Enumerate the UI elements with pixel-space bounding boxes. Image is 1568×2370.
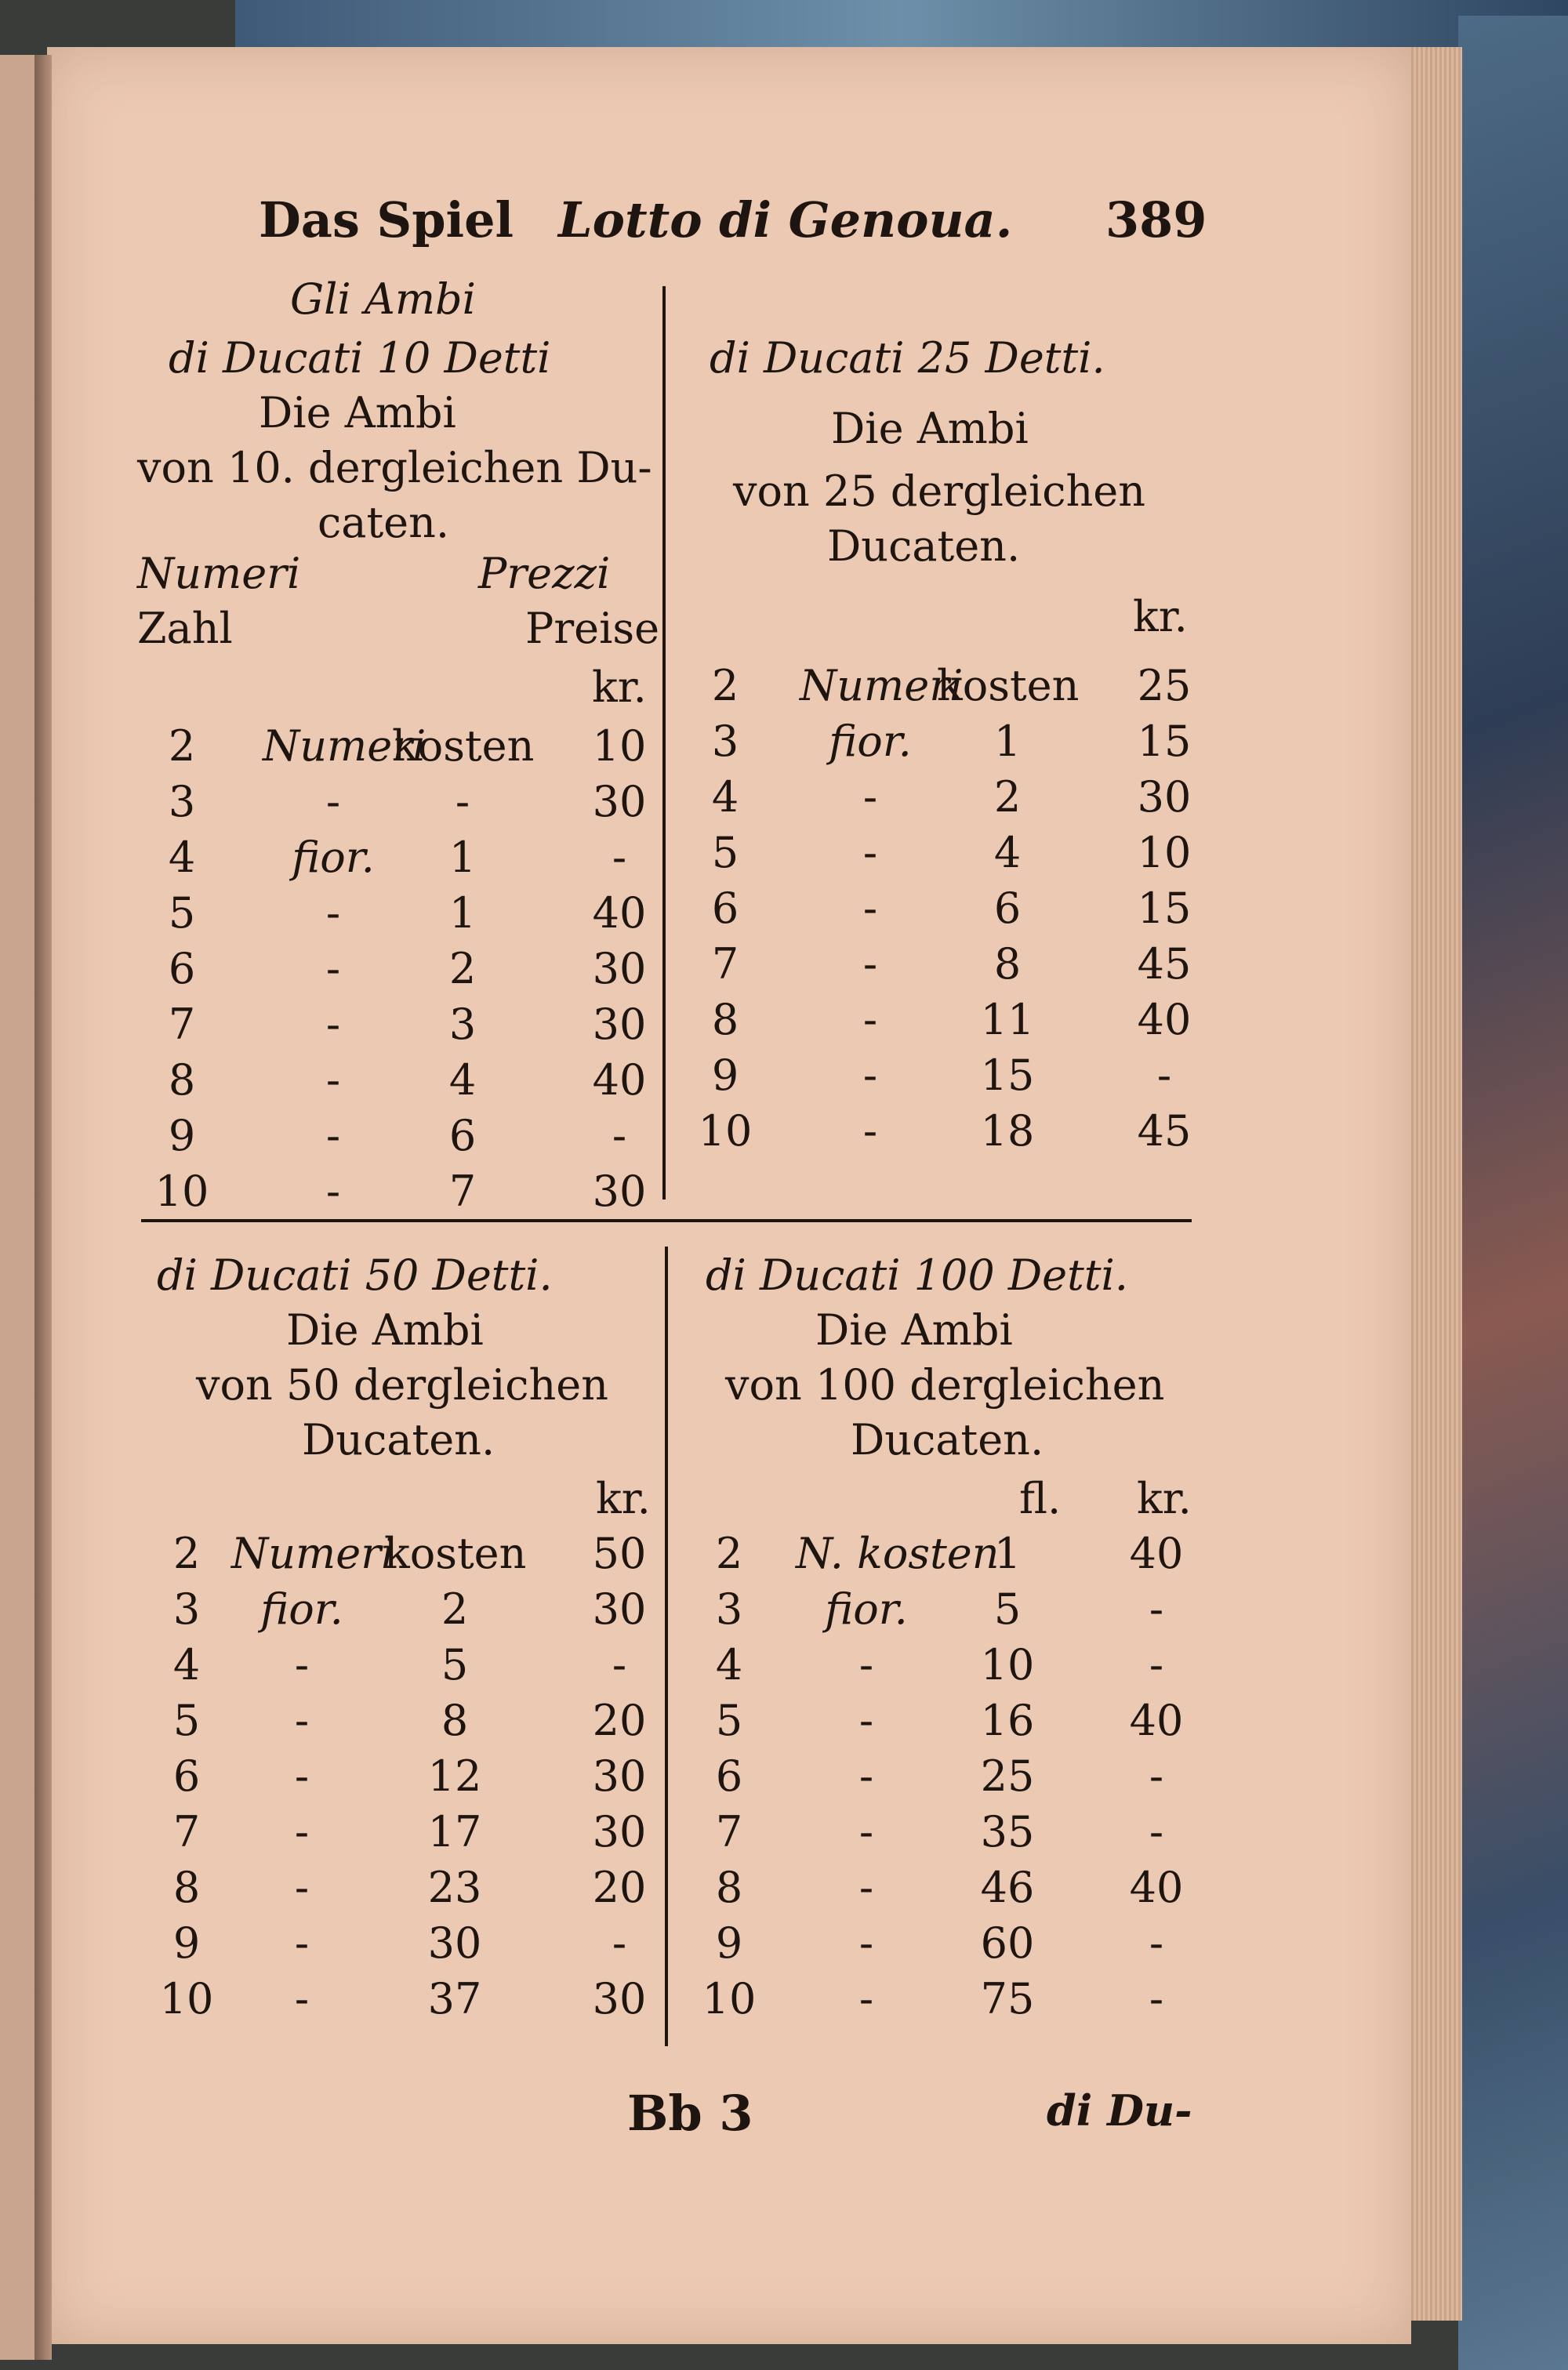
- panel4-cell-r3-c3: 40: [1129, 1696, 1184, 1745]
- panel4-cell-r4-c3: -: [1149, 1751, 1164, 1801]
- panel1-cell-r1-c2: -: [455, 777, 470, 826]
- panel3-cell-r1-c3: 30: [592, 1584, 647, 1634]
- panel3-cell-r6-c3: 20: [592, 1863, 647, 1912]
- panel3-cell-r6-c2: 23: [427, 1863, 482, 1912]
- panel2-cell-r3-c3: 10: [1137, 828, 1192, 877]
- running-title-b: Lotto di Genoua.: [558, 191, 1013, 249]
- panel1-cell-r5-c2: 3: [448, 1000, 477, 1049]
- p4-von: von 100 dergleichen: [725, 1360, 1165, 1410]
- panel4-cell-r6-c3: 40: [1129, 1863, 1184, 1912]
- panel4-cell-r5-c1: -: [858, 1807, 874, 1856]
- panel3-cell-r8-c0: 10: [159, 1974, 214, 2023]
- panel1-cell-r1-c1: -: [325, 777, 341, 826]
- p2-von: von 25 dergleichen: [733, 466, 1145, 516]
- panel1-cell-r5-c3: 30: [592, 1000, 647, 1049]
- panel2-cell-r3-c1: -: [862, 828, 878, 877]
- panel2-cell-r5-c1: -: [862, 939, 878, 989]
- panel4-cell-r0-c0: 2: [715, 1529, 743, 1578]
- panel1-cell-r4-c3: 30: [592, 944, 647, 993]
- p2-unit: kr.: [1133, 592, 1188, 641]
- panel4-cell-r5-c2: 35: [980, 1807, 1035, 1856]
- panel4-cell-r2-c2: 10: [980, 1640, 1035, 1689]
- page-number: 389: [1105, 191, 1207, 249]
- panel4-cell-r5-c0: 7: [715, 1807, 743, 1856]
- p1-col-preise: Preise: [525, 604, 660, 653]
- p1-von: von 10. dergleichen Du-: [137, 443, 652, 492]
- panel2-cell-r6-c2: 11: [980, 995, 1035, 1044]
- p1-caten: caten.: [318, 498, 450, 547]
- panel2-cell-r0-c0: 2: [711, 661, 739, 710]
- panel2-cell-r7-c3: -: [1156, 1051, 1172, 1100]
- panel3-cell-r3-c3: 20: [592, 1696, 647, 1745]
- gutter: [34, 55, 52, 2360]
- panel1-cell-r6-c1: -: [325, 1055, 341, 1105]
- p1-ducati: di Ducati 10 Detti: [169, 333, 551, 383]
- panel3-cell-r5-c1: -: [294, 1807, 310, 1856]
- panel4-cell-r7-c0: 9: [715, 1918, 743, 1968]
- panel2-cell-r4-c0: 6: [711, 884, 739, 933]
- panel3-cell-r8-c2: 37: [427, 1974, 482, 2023]
- panel3-cell-r0-c2: kosten: [384, 1529, 527, 1578]
- panel4-cell-r3-c1: -: [858, 1696, 874, 1745]
- panel4-cell-r4-c1: -: [858, 1751, 874, 1801]
- p1-die-ambi: Die Ambi: [259, 388, 456, 437]
- panel1-cell-r7-c0: 9: [168, 1111, 196, 1160]
- panel3-cell-r1-c2: 2: [441, 1584, 469, 1634]
- p4-unit-kr: kr.: [1137, 1474, 1192, 1523]
- panel2-cell-r3-c2: 4: [993, 828, 1022, 877]
- p3-ducaten: Ducaten.: [302, 1415, 495, 1464]
- panel4-cell-r1-c1: fior.: [825, 1584, 908, 1634]
- panel2-cell-r1-c1: fior.: [829, 717, 912, 766]
- panel1-cell-r7-c2: 6: [448, 1111, 477, 1160]
- panel3-cell-r7-c2: 30: [427, 1918, 482, 1968]
- panel2-cell-r2-c0: 4: [711, 772, 739, 822]
- panel1-cell-r7-c1: -: [325, 1111, 341, 1160]
- panel2-cell-r7-c2: 15: [980, 1051, 1035, 1100]
- panel4-cell-r3-c2: 16: [980, 1696, 1035, 1745]
- panel4-cell-r8-c3: -: [1149, 1974, 1164, 2023]
- signature-mark: Bb 3: [627, 2085, 753, 2142]
- panel3-cell-r0-c0: 2: [172, 1529, 201, 1578]
- panel2-cell-r8-c2: 18: [980, 1106, 1035, 1156]
- panel1-cell-r4-c2: 2: [448, 944, 477, 993]
- panel2-cell-r6-c0: 8: [711, 995, 739, 1044]
- panel4-cell-r0-c3: 40: [1129, 1529, 1184, 1578]
- panel3-cell-r3-c1: -: [294, 1696, 310, 1745]
- panel2-cell-r7-c0: 9: [711, 1051, 739, 1100]
- panel3-cell-r1-c0: 3: [172, 1584, 201, 1634]
- panel2-cell-r4-c3: 15: [1137, 884, 1192, 933]
- panel4-cell-r6-c1: -: [858, 1863, 874, 1912]
- panel1-cell-r4-c1: -: [325, 944, 341, 993]
- panel4-cell-r8-c0: 10: [702, 1974, 757, 2023]
- panel3-cell-r0-c1: Numeri: [231, 1529, 395, 1578]
- p2-ducaten: Ducaten.: [827, 521, 1021, 571]
- panel4-cell-r4-c0: 6: [715, 1751, 743, 1801]
- panel1-cell-r2-c1: fior.: [292, 833, 375, 882]
- panel4-cell-r7-c2: 60: [980, 1918, 1035, 1968]
- panel2-cell-r6-c1: -: [862, 995, 878, 1044]
- p3-ducati: di Ducati 50 Detti.: [157, 1250, 553, 1300]
- panel4-cell-r5-c3: -: [1149, 1807, 1164, 1856]
- panel2-cell-r0-c1: Numeri: [800, 661, 964, 710]
- p4-die-ambi: Die Ambi: [815, 1305, 1013, 1355]
- panel2-cell-r5-c0: 7: [711, 939, 739, 989]
- running-title-a: Das Spiel: [259, 191, 514, 249]
- panel4-cell-r7-c3: -: [1149, 1918, 1164, 1968]
- panel2-cell-r4-c2: 6: [993, 884, 1022, 933]
- panel4-cell-r7-c1: -: [858, 1918, 874, 1968]
- panel1-cell-r0-c3: 10: [592, 721, 647, 771]
- panel4-cell-r0-c1: N. kosten: [796, 1529, 1000, 1578]
- panel4-cell-r6-c0: 8: [715, 1863, 743, 1912]
- panel2-cell-r4-c1: -: [862, 884, 878, 933]
- panel1-cell-r2-c3: -: [612, 833, 627, 882]
- panel3-cell-r5-c3: 30: [592, 1807, 647, 1856]
- p1-unit: kr.: [592, 662, 647, 712]
- panel4-cell-r2-c1: -: [858, 1640, 874, 1689]
- panel4-cell-r8-c1: -: [858, 1974, 874, 2023]
- panel4-cell-r1-c0: 3: [715, 1584, 743, 1634]
- p2-ducati: di Ducati 25 Detti.: [710, 333, 1105, 383]
- panel1-cell-r6-c3: 40: [592, 1055, 647, 1105]
- panel1-cell-r1-c0: 3: [168, 777, 196, 826]
- panel2-cell-r2-c2: 2: [993, 772, 1022, 822]
- panel3-cell-r2-c2: 5: [441, 1640, 469, 1689]
- panel1-cell-r2-c0: 4: [168, 833, 196, 882]
- panel1-cell-r3-c1: -: [325, 888, 341, 938]
- panel4-cell-r0-c2: 1: [993, 1529, 1022, 1578]
- book-cover: [1458, 16, 1568, 2370]
- panel3-cell-r8-c3: 30: [592, 1974, 647, 2023]
- p1-col-prezzi: Prezzi: [478, 549, 611, 598]
- panel4-cell-r3-c0: 5: [715, 1696, 743, 1745]
- panel2-cell-r1-c3: 15: [1137, 717, 1192, 766]
- p3-von: von 50 dergleichen: [196, 1360, 608, 1410]
- panel3-cell-r4-c1: -: [294, 1751, 310, 1801]
- panel2-cell-r8-c1: -: [862, 1106, 878, 1156]
- panel3-cell-r7-c1: -: [294, 1918, 310, 1968]
- panel3-cell-r7-c3: -: [612, 1918, 627, 1968]
- panel1-cell-r0-c2: kosten: [392, 721, 535, 771]
- panel1-cell-r5-c1: -: [325, 1000, 341, 1049]
- panel1-cell-r6-c2: 4: [448, 1055, 477, 1105]
- panel2-cell-r6-c3: 40: [1137, 995, 1192, 1044]
- panel4-cell-r8-c2: 75: [980, 1974, 1035, 2023]
- panel3-cell-r8-c1: -: [294, 1974, 310, 2023]
- horizontal-rule: [141, 1219, 1192, 1222]
- panel2-cell-r5-c3: 45: [1137, 939, 1192, 989]
- p4-ducaten: Ducaten.: [851, 1415, 1044, 1464]
- panel3-cell-r2-c1: -: [294, 1640, 310, 1689]
- panel3-cell-r4-c3: 30: [592, 1751, 647, 1801]
- panel4-cell-r1-c3: -: [1149, 1584, 1164, 1634]
- p1-col-numeri: Numeri: [137, 549, 301, 598]
- p4-ducati: di Ducati 100 Detti.: [706, 1250, 1128, 1300]
- panel1-cell-r8-c3: 30: [592, 1167, 647, 1216]
- p4-unit-fl: fl.: [1019, 1474, 1062, 1523]
- panel2-cell-r7-c1: -: [862, 1051, 878, 1100]
- panel3-cell-r5-c2: 17: [427, 1807, 482, 1856]
- panel3-cell-r2-c3: -: [612, 1640, 627, 1689]
- panel3-cell-r4-c2: 12: [427, 1751, 482, 1801]
- panel1-cell-r8-c2: 7: [448, 1167, 477, 1216]
- panel4-cell-r1-c2: 5: [993, 1584, 1022, 1634]
- panel2-cell-r8-c3: 45: [1137, 1106, 1192, 1156]
- panel1-cell-r3-c2: 1: [448, 888, 477, 938]
- panel2-cell-r0-c3: 25: [1137, 661, 1192, 710]
- panel3-cell-r4-c0: 6: [172, 1751, 201, 1801]
- p3-unit: kr.: [596, 1474, 651, 1523]
- p1-col-zahl: Zahl: [137, 604, 233, 653]
- panel3-cell-r3-c0: 5: [172, 1696, 201, 1745]
- panel4-cell-r2-c3: -: [1149, 1640, 1164, 1689]
- panel3-cell-r3-c2: 8: [441, 1696, 469, 1745]
- left-page-edge: [0, 55, 39, 2360]
- panel1-cell-r6-c0: 8: [168, 1055, 196, 1105]
- panel2-cell-r2-c1: -: [862, 772, 878, 822]
- panel4-cell-r2-c0: 4: [715, 1640, 743, 1689]
- panel2-cell-r8-c0: 10: [698, 1106, 753, 1156]
- panel2-cell-r2-c3: 30: [1137, 772, 1192, 822]
- panel1-cell-r8-c1: -: [325, 1167, 341, 1216]
- panel2-cell-r3-c0: 5: [711, 828, 739, 877]
- panel3-cell-r6-c0: 8: [172, 1863, 201, 1912]
- panel2-cell-r0-c2: kosten: [937, 661, 1080, 710]
- panel1-cell-r7-c3: -: [612, 1111, 627, 1160]
- panel1-cell-r5-c0: 7: [168, 1000, 196, 1049]
- p1-title: Gli Ambi: [290, 274, 476, 324]
- panel2-cell-r1-c2: 1: [993, 717, 1022, 766]
- panel2-cell-r5-c2: 8: [993, 939, 1022, 989]
- panel1-cell-r8-c0: 10: [154, 1167, 209, 1216]
- panel1-cell-r3-c3: 40: [592, 888, 647, 938]
- panel3-cell-r6-c1: -: [294, 1863, 310, 1912]
- panel3-cell-r2-c0: 4: [172, 1640, 201, 1689]
- catchword: di Du-: [1047, 2085, 1192, 2136]
- panel1-cell-r4-c0: 6: [168, 944, 196, 993]
- panel1-cell-r1-c3: 30: [592, 777, 647, 826]
- panel4-cell-r4-c2: 25: [980, 1751, 1035, 1801]
- panel3-cell-r5-c0: 7: [172, 1807, 201, 1856]
- p3-die-ambi: Die Ambi: [286, 1305, 484, 1355]
- p2-die-ambi: Die Ambi: [831, 404, 1029, 453]
- panel3-cell-r1-c1: fior.: [260, 1584, 343, 1634]
- panel1-cell-r3-c0: 5: [168, 888, 196, 938]
- panel1-cell-r0-c1: Numeri: [263, 721, 426, 771]
- panel1-cell-r0-c0: 2: [168, 721, 196, 771]
- panel3-cell-r7-c0: 9: [172, 1918, 201, 1968]
- panel1-cell-r2-c2: 1: [448, 833, 477, 882]
- panel2-cell-r1-c0: 3: [711, 717, 739, 766]
- panel4-cell-r6-c2: 46: [980, 1863, 1035, 1912]
- panel3-cell-r0-c3: 50: [592, 1529, 647, 1578]
